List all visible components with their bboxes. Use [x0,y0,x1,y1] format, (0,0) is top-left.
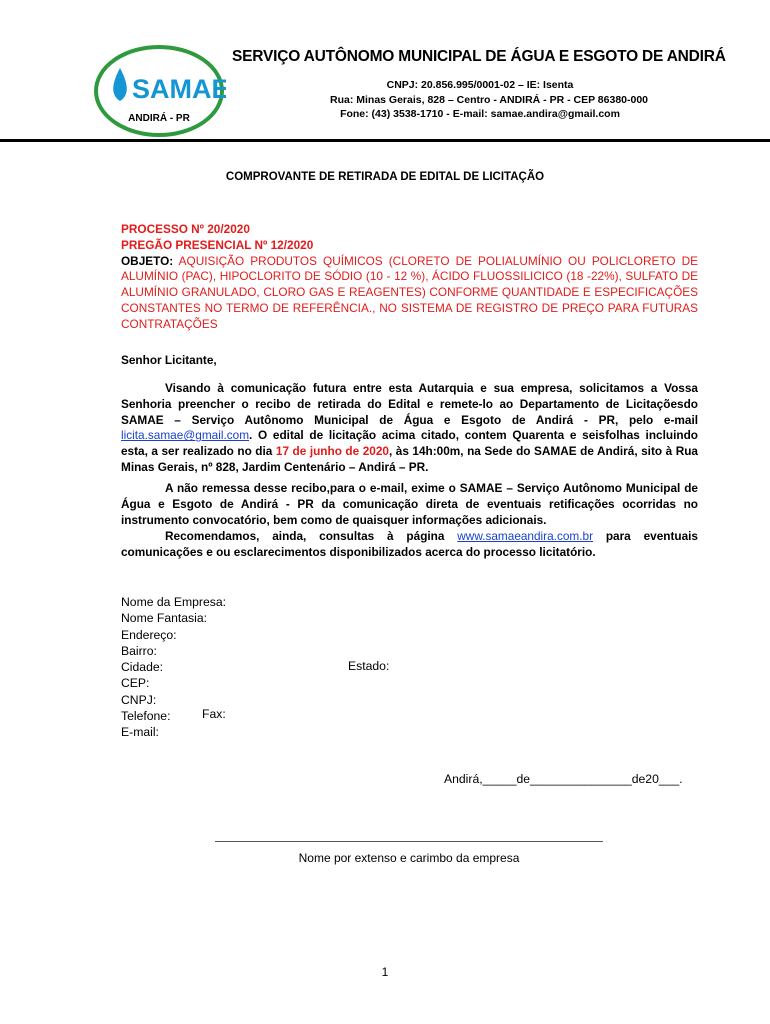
field-email: E-mail: [121,725,159,740]
paragraph-1-text-c: , às 14h:00m, na Sede do SAMAE de Andirá, sito à Rua Minas Gerais, nº 828, Jardim Centenário – Andirá – PR. [121,444,698,474]
field-phone: Telefone: [121,709,171,724]
objeto-paragraph [121,254,698,333]
field-city: Cidade: [121,660,164,675]
processo-number: PROCESSO Nº 20/2020 [121,222,250,236]
paragraph-1-text-b: . O edital de licitação acima citado, contem Quarenta e seisfolhas incluindo esta, a ser realizado no dia [121,428,698,459]
paragraph-1-text-a: Visando à comunicação futura entre esta Autarquia e sua empresa, solicitamos a Vossa Senhoria preencher o recibo de retirada do Edital e remete-lo ao Departamento de Licitaçõesdo SAMAE – Serviço Autônomo Municipal de Água e Esgoto de Andirá - PR, pelo e-mail [121,381,698,427]
objeto-label: OBJETO: [121,253,174,268]
signature-caption: Nome por extenso e carimbo da empresa [298,851,520,865]
field-fax: Fax: [202,707,226,721]
logo-subtext: ANDIRÁ - PR [128,113,190,124]
signature-line [215,841,603,842]
field-district: Bairro: [121,643,157,658]
greeting: Senhor Licitante, [121,353,217,367]
paragraph-1 [121,381,698,476]
date-line: Andirá,_____de_______________de20___. [444,772,683,786]
process-block [121,222,698,333]
paragraph-3-text-a: Recomendamos, ainda, consultas à página [165,529,445,543]
organization-name: SERVIÇO AUTÔNOMO MUNICIPAL DE ÁGUA E ESGOTO DE ANDIRÁ [232,48,726,65]
field-state: Estado: [348,659,390,673]
samae-logo [92,43,226,139]
field-address: Endereço: [121,627,177,642]
field-cnpj: CNPJ: [121,692,157,707]
paragraph-2-text: A não remessa desse recibo,para o e-mail, exime o SAMAE – Serviço Autônomo Municipal de Água e Esgoto de Andirá - PR da comunicação direta de eventuais retificações ocorridas no instrumento convocatório, bem como de quaisquer informações adicionais. [121,481,698,527]
field-trade-name: Nome Fantasia: [121,611,208,626]
paragraph-3-text-b: para eventuais comunicações e ou esclarecimentos disponibilizados acerca do processo licitatório. [121,529,698,559]
pregao-number: PREGÃO PRESENCIAL Nº 12/2020 [121,237,314,252]
document-title: COMPROVANTE DE RETIRADA DE EDITAL DE LICITAÇÃO [225,171,545,183]
website-link[interactable]: www.samaeandira.com.br [457,529,593,543]
event-date: 17 de junho de 2020 [275,444,389,459]
cnpj-line: CNPJ: 20.856.995/0001-02 – IE: Isenta [386,79,574,91]
email-link[interactable]: licita.samae@gmail.com [121,428,250,443]
contact-line: Fone: (43) 3538-1710 - E-mail: samae.andira@gmail.com [340,108,620,120]
header-divider [0,139,770,142]
paragraph-2 [121,481,698,528]
address-line: Rua: Minas Gerais, 828 – Centro - ANDIRÁ - PR - CEP 86380-000 [330,94,649,106]
logo-text: SAMAE [132,74,226,104]
field-cep: CEP: [121,676,150,691]
paragraph-3 [121,529,698,561]
objeto-text: AQUISIÇÃO PRODUTOS QUÍMICOS (CLORETO DE POLIALUMÍNIO OU POLICLORETO DE ALUMÍNIO (PAC), HIPOCLORITO DE SÓDIO (10 - 12 %), ÁCIDO FLUOSSILICICO (18 -22%), SULFATO DE ALUMÍNIO GRANULADO, CLORO GAS E REAGENTES) CONFORME QUANTIDADE E ESPECIFICAÇÕES CONSTANTES NO TERMO DE REFERÊNCIA., NO SISTEMA DE REGISTRO DE PREÇO PARA FUTURAS CONTRATAÇÕES [121,253,698,331]
page-number: 1 [381,965,389,979]
field-company-name: Nome da Empresa: [121,595,226,609]
